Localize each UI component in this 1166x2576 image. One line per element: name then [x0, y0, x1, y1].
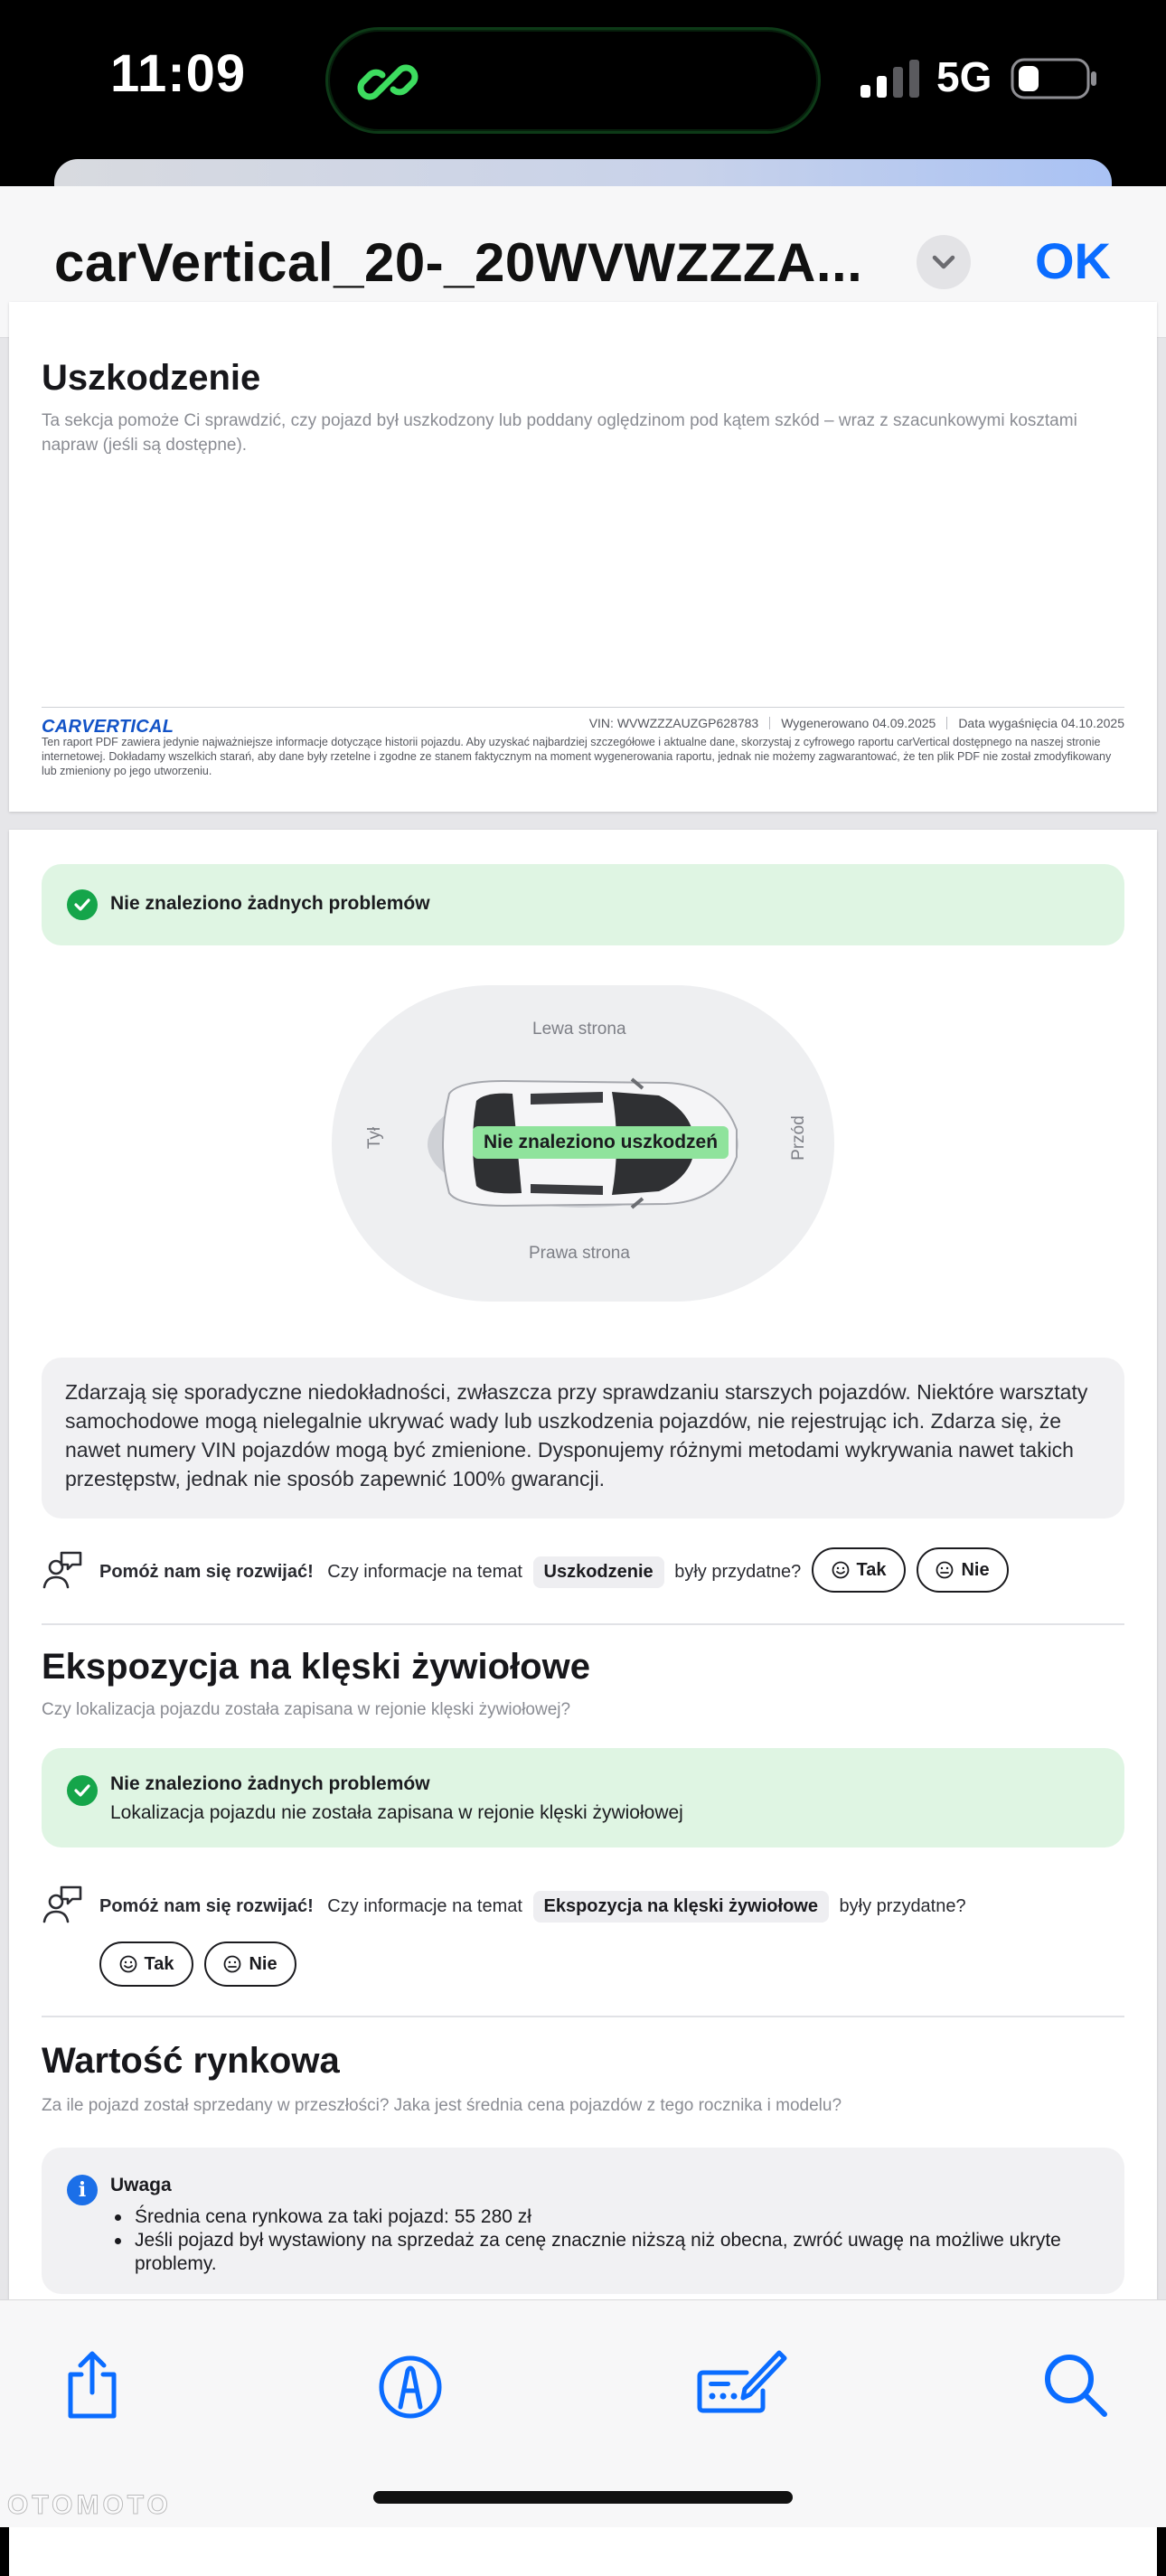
status-bar — [0, 0, 1166, 167]
section-divider — [42, 2016, 1124, 2017]
smile-icon — [119, 1955, 137, 1973]
check-circle-icon — [67, 1775, 98, 1806]
feedback-no-button[interactable] — [917, 1547, 1009, 1593]
page-footer — [42, 707, 1124, 777]
no-label: Nie — [249, 1953, 277, 1974]
feedback-suffix: były przydatne? — [839, 1896, 966, 1916]
damage-disclaimer-box — [42, 1358, 1124, 1518]
share-icon[interactable] — [56, 2349, 128, 2421]
link-icon — [355, 50, 420, 115]
disaster-status-detail: Lokalizacja pojazdu nie została zapisana w rejonie klęski żywiołowej — [110, 1802, 683, 1823]
footer-expires: Data wygaśnięcia 04.10.2025 — [958, 716, 1124, 730]
footer-generated: Wygenerowano 04.09.2025 — [781, 716, 936, 730]
footer-disclaimer: Ten raport PDF zawiera jedynie najważniejsze informacje dotyczące historii pojazdu. Aby uzyskać najbardziej szczegółowe i aktualne dane, skorzystaj z cyfrowego raportu carVertical dostępnego na naszej stronie internetowej. Dokładamy wszelkich starań, aby dane były rzetelne i zgodne ze stanem faktycznym na moment wygenerowania raportu, jednak nie możemy zagwarantować, że ten plik PDF nie został zmodyfikowany lub zmieniony po jego utworzeniu. — [42, 736, 1112, 777]
feedback-topic: Ekspozycja na klęski żywiołowe — [533, 1891, 829, 1923]
pdf-viewer[interactable] — [0, 338, 1166, 2299]
signature-icon[interactable] — [696, 2349, 790, 2421]
footer-vin: VIN: WVWZZZAUZGP628783 — [588, 716, 759, 730]
disaster-description: Czy lokalizacja pojazdu została zapisana w rejonie klęski żywiołowej? — [42, 1700, 571, 1719]
disaster-status-text: Nie znaleziono żadnych problemów — [110, 1773, 430, 1794]
watermark: OTOMOTO — [7, 2490, 172, 2520]
note-item: Jeśli pojazd był wystawiony na sprzedaż za cenę znacznie niższą niż obecna, zwróć uwagę na możliwe ukryte problemy. — [110, 2229, 1086, 2276]
info-icon: i — [67, 2175, 98, 2205]
market-note-box — [42, 2148, 1124, 2294]
rear-label: Tył — [365, 1126, 385, 1150]
front-label: Przód — [788, 1115, 808, 1161]
section-divider — [42, 1623, 1124, 1625]
footer-meta — [589, 716, 1124, 730]
damage-status-box — [42, 864, 1124, 945]
smile-icon — [832, 1561, 850, 1579]
left-side-label: Lewa strona — [532, 1020, 626, 1039]
right-side-label: Prawa strona — [529, 1244, 630, 1263]
disaster-title: Ekspozycja na klęski żywiołowe — [42, 1647, 590, 1687]
note-title: Uwaga — [110, 2175, 172, 2195]
signal-icon — [860, 60, 920, 98]
no-damage-badge: Nie znaleziono uszkodzeń — [473, 1126, 729, 1159]
market-title: Wartość rynkowa — [42, 2041, 340, 2081]
pdf-page — [9, 302, 1157, 812]
pdf-page — [9, 830, 1157, 2449]
damage-disclaimer: Zdarzają się sporadyczne niedokładności, zwłaszcza przy sprawdzaniu starszych pojazdów. Niektóre warsztaty samochodowe mogą nielegalnie ukrywać wady lub uszkodzenia pojazdów, nie rejestrując ich. Zdarza się, że nawet numery VIN pojazdów mogą być zmienione. Dysponujemy różnymi metodami wykrywania nawet takich przestępstw, jednak nie sposób zapewnić 100% gwarancji. — [65, 1380, 1088, 1490]
title-menu-button[interactable] — [917, 235, 971, 289]
check-circle-icon — [67, 889, 98, 920]
feedback-question — [99, 1556, 801, 1588]
yes-label: Tak — [856, 1559, 887, 1580]
quick-look-sheet — [0, 186, 1166, 2527]
no-label: Nie — [961, 1559, 990, 1580]
feedback-yes-button[interactable] — [99, 1941, 193, 1987]
feedback-topic: Uszkodzenie — [533, 1556, 664, 1588]
status-time: 11:09 — [110, 44, 247, 103]
note-item: Średnia cena rynkowa za taki pojazd: 55 280 zł — [110, 2205, 1086, 2229]
dynamic-island[interactable] — [325, 27, 821, 134]
feedback-yes-button[interactable] — [812, 1547, 906, 1593]
neutral-face-icon — [223, 1955, 241, 1973]
feedback-lead: Pomóż nam się rozwijać! — [99, 1896, 314, 1916]
home-indicator[interactable] — [373, 2491, 793, 2504]
feedback-person-icon — [42, 1884, 83, 1925]
feedback-no-button[interactable] — [204, 1941, 296, 1987]
disaster-status-box — [42, 1748, 1124, 1847]
carvertical-logo: CARVERTICAL — [42, 717, 174, 737]
chevron-down-icon — [930, 250, 957, 274]
search-icon[interactable] — [1039, 2349, 1112, 2421]
done-button[interactable]: OK — [1035, 232, 1111, 289]
section-title: Uszkodzenie — [42, 358, 261, 398]
feedback-lead: Pomóż nam się rozwijać! — [99, 1562, 314, 1582]
document-title[interactable]: carVertical_20-_20WVWZZZA... — [54, 232, 863, 293]
section-description: Ta sekcja pomoże Ci sprawdzić, czy pojazd był uszkodzony lub poddany oględzinom pod kątem szkód – wraz z szacunkowymi kosztami napraw (jeśli są dostępne). — [42, 411, 1077, 455]
note-list — [110, 2205, 1086, 2276]
feedback-suffix: były przydatne? — [674, 1562, 802, 1582]
feedback-disaster — [42, 1878, 1124, 1996]
battery-icon — [1011, 58, 1097, 99]
network-type: 5G — [936, 53, 992, 100]
feedback-prefix: Czy informacje na temat — [327, 1896, 522, 1916]
feedback-damage — [42, 1544, 1124, 1598]
market-description: Za ile pojazd został sprzedany w przeszłości? Jaka jest średnia cena pojazdów z tego rocznika i modelu? — [42, 2096, 842, 2115]
damage-status-text: Nie znaleziono żadnych problemów — [110, 893, 430, 914]
markup-icon[interactable] — [374, 2349, 447, 2421]
yes-label: Tak — [144, 1953, 174, 1974]
car-damage-diagram — [332, 985, 834, 1302]
feedback-prefix: Czy informacje na temat — [327, 1562, 522, 1582]
feedback-question — [99, 1891, 966, 1923]
feedback-person-icon — [42, 1549, 83, 1591]
neutral-face-icon — [936, 1561, 954, 1579]
